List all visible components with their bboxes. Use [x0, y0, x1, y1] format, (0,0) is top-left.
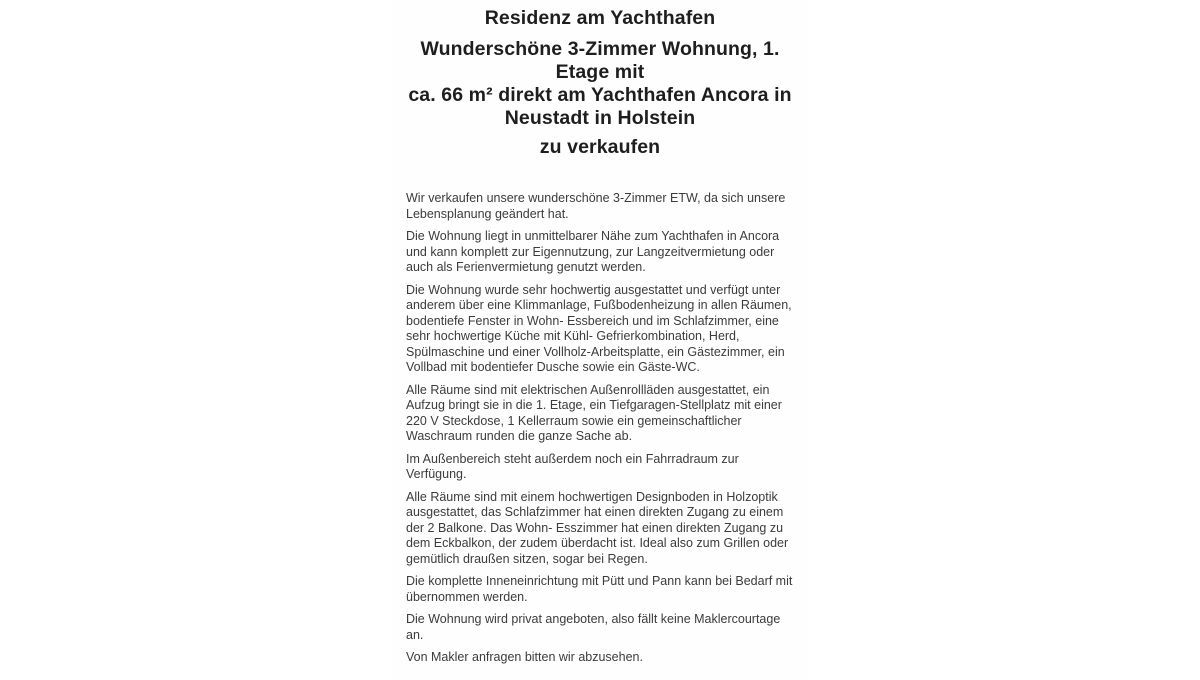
paragraph-makler-hinweis: Von Makler anfragen bitten wir abzusehen. — [406, 650, 643, 664]
listing-description — [406, 191, 794, 666]
offer-status: zu verkaufen — [539, 136, 661, 158]
paragraph-location-usage: Die Wohnung liegt in unmittelbarer Nähe zum Yachthafen in Ancora und kann komplett zur Eigennutzung, zur Langzeitvermietung oder auch als Ferienvermietung genutzt werden. — [406, 229, 780, 274]
subtitle-line-2: ca. 66 m² direkt am Yachthafen Ancora in — [408, 84, 792, 106]
paragraph-intro: Wir verkaufen unsere wunderschöne 3-Zimmer ETW, da sich unsere Lebensplanung geändert hat. — [406, 191, 786, 221]
subtitle-line-3: Neustadt in Holstein — [504, 107, 696, 129]
paragraph-fahrradraum: Im Außenbereich steht außerdem noch ein Fahrradraum zur Verfügung. — [406, 451, 739, 481]
paragraph-inneneinrichtung: Die komplette Inneneinrichtung mit Pütt und Pann kann bei Bedarf mit übernommen werden. — [406, 574, 793, 604]
page-title: Residenz am Yachthafen — [484, 7, 716, 29]
paragraph-privatverkauf: Die Wohnung wird privat angeboten, also fällt keine Maklercourtage an. — [406, 612, 781, 642]
page-subtitle — [406, 38, 794, 130]
listing-page — [392, 0, 808, 680]
paragraph-designboden-balkone: Alle Räume sind mit einem hochwertigen Designboden in Holzoptik ausgestattet, das Schlafzimmer hat einen direkten Zugang zu einem der 2 Balkone. Das Wohn- Esszimmer hat einen direkten Zugang zu dem Eckbalkon, der zudem überdacht ist. Ideal also zum Grillen oder gemütlich draußen sitzen, sogar bei Regen. — [406, 489, 789, 566]
subtitle-line-1: Wunderschöne 3-Zimmer Wohnung, 1. Etage mit — [420, 38, 780, 83]
paragraph-equipment: Die Wohnung wurde sehr hochwertig ausgestattet und verfügt unter anderem über eine Klimmanlage, Fußbodenheizung in allen Räumen, bodentiefe Fenster in Wohn- Essbereich und im Schlafzimmer, eine sehr hochwertige Küche mit Kühl- Gefrierkombination, Herd, Spülmaschine und einer Vollholz-Arbeitsplatte, ein Gästezimmer, ein Vollbad mit bodentiefer Dusche sowie ein Gäste-WC. — [406, 282, 792, 374]
paragraph-rollladen-aufzug: Alle Räume sind mit elektrischen Außenrollläden ausgestattet, ein Aufzug bringt sie in die 1. Etage, ein Tiefgaragen-Stellplatz mit einer 220 V Steckdose, 1 Kellerraum sowie ein gemeinschaftlicher Waschraum runden die ganze Sache ab. — [406, 382, 782, 443]
